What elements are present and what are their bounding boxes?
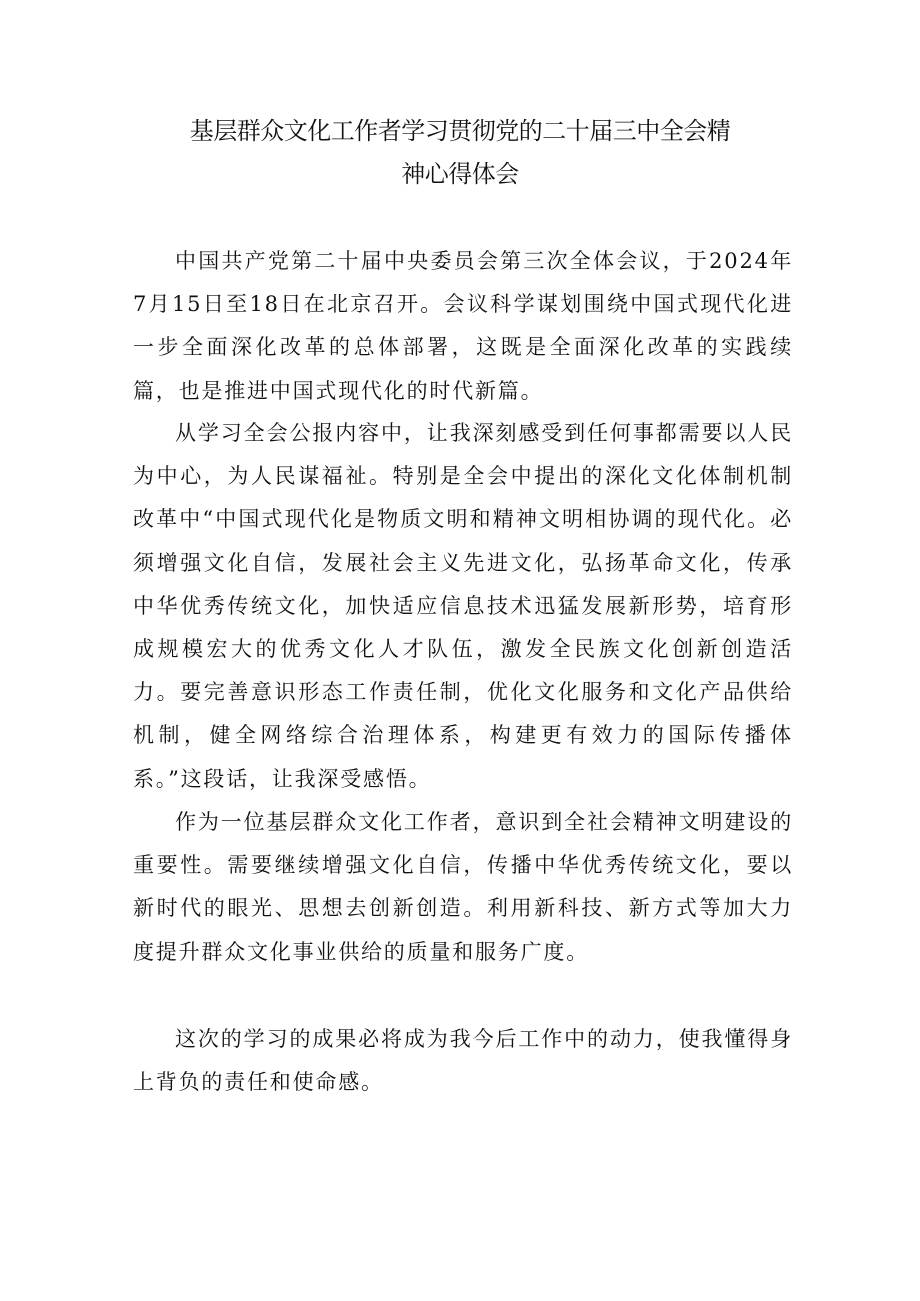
paragraph-3: 作为一位基层群众文化工作者，意识到全社会精神文明建设的重要性。需要继续增强文化自信，传播中华优秀传统文化，要以新时代的眼光、思想去创新创造。利用新科技、新方式等加大力度提升群众文化事业供给的质量和服务广度。 <box>133 810 793 964</box>
paragraph-2: 从学习全会公报内容中，让我深刻感受到任何事都需要以人民为中心，为人民谋福祉。特别是全会中提出的深化文化体制机制改革中“中国式现代化是物质文明和精神文明相协调的现代化。必须增强文化自信，发展社会主义先进文化，弘扬革命文化，传承中华优秀传统文化，加快适应信息技术迅猛发展新形势，培育形成规模宏大的优秀文化人才队伍，激发全民族文化创新创造活力。要完善意识形态工作责任制，优化文化服务和文化产品供给机制，健全网络综合治理体系，构建更有效力的国际传播体系。”这段话，让我深受感悟。 <box>133 421 793 791</box>
paragraph-3-block <box>133 801 793 974</box>
paragraph-1: 中国共产党第二十届中央委员会第三次全体会议，于2024年7月15日至18日在北京召开。会议科学谋划围绕中国式现代化进一步全面深化改革的总体部署，这既是全面深化改革的实践续篇，也是推进中国式现代化的时代新篇。 <box>133 249 793 403</box>
document-title-line-1: 基层群众文化工作者学习贯彻党的二十届三中全会精 <box>189 117 731 145</box>
document-title-line-2: 神心得体会 <box>401 160 519 188</box>
paragraph-4: 这次的学习的成果必将成为我今后工作中的动力，使我懂得身上背负的责任和使命感。 <box>133 1027 793 1095</box>
paragraph-2-block <box>133 412 793 801</box>
paragraph-1-block <box>133 240 793 413</box>
paragraph-4-block <box>133 1018 793 1104</box>
